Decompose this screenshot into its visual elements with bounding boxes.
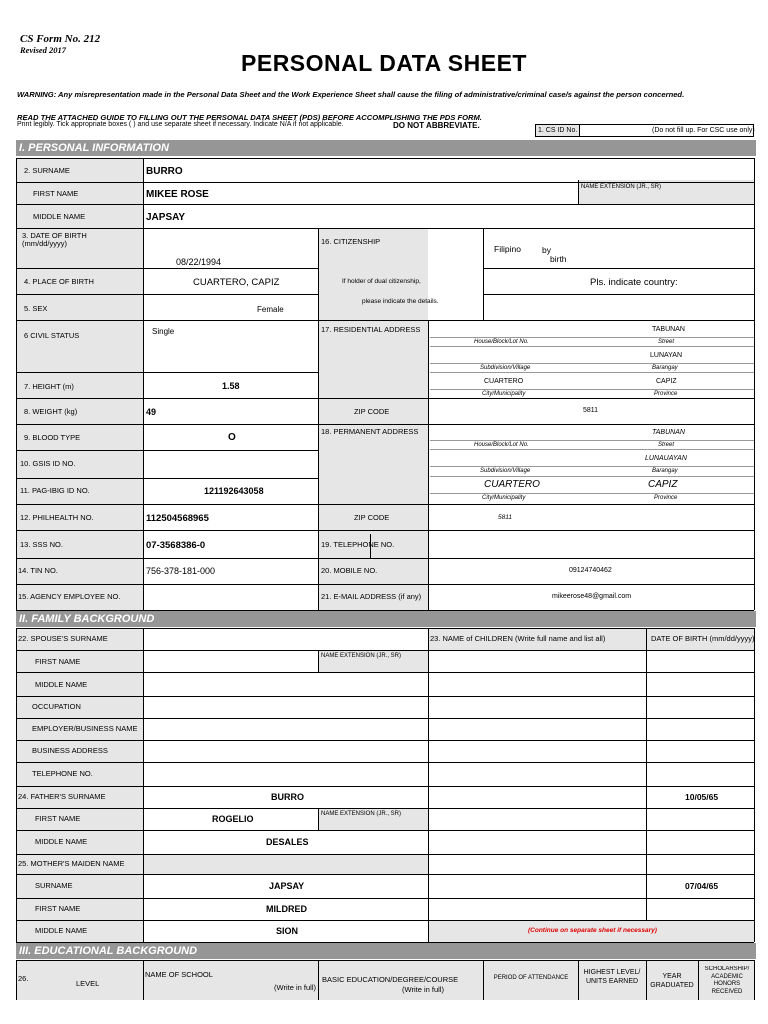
section-family-background: II. FAMILY BACKGROUND [16, 611, 756, 627]
father-middle-name-field[interactable]: DESALES [266, 837, 309, 847]
read-guide-text: READ THE ATTACHED GUIDE TO FILLING OUT THE PERSONAL DATA SHEET (PDS) BEFORE ACCOMPLISHING THE PDS FORM. [17, 113, 482, 122]
mobile-label: 20. MOBILE NO. [321, 566, 378, 575]
level-label: LEVEL [76, 979, 100, 988]
mother-maiden-name-label: 25. MOTHER'S MAIDEN NAME [18, 859, 125, 868]
warning-text: WARNING: Any misrepresentation made in the Personal Data Sheet and the Work Experience Sheet shall cause the filing of administrative/criminal case/s against the person concerned. [17, 90, 685, 99]
blood-type-label: 9. BLOOD TYPE [24, 433, 81, 442]
citizenship-birth: birth [550, 254, 567, 264]
do-not-abbreviate: DO NOT ABBREVIATE. [393, 121, 480, 130]
spouse-first-name-label: FIRST NAME [35, 657, 81, 666]
name-ext-label: NAME EXTENSION (JR., SR) [581, 184, 662, 190]
tin-label: 14. TIN NO. [18, 566, 58, 575]
res-province-caption: Province [654, 391, 678, 397]
print-legibly-text: Print legibly. Tick appropriate boxes ( ) and use separate sheet if necessary. Indicate N/A if not applicable. [17, 121, 344, 128]
sex-label: 5. SEX [24, 304, 48, 313]
perm-house-caption: House/Block/Lot No. [474, 442, 529, 448]
middle-name-label: MIDDLE NAME [33, 212, 86, 221]
permanent-address-label: 18. PERMANENT ADDRESS [321, 427, 419, 436]
spouse-middle-name-label: MIDDLE NAME [35, 680, 88, 689]
citizenship-field[interactable]: Filipino [494, 244, 521, 254]
blood-type-field[interactable]: O [228, 432, 236, 443]
place-of-birth-label: 4. PLACE OF BIRTH [24, 277, 94, 286]
citizenship-by: by [542, 245, 551, 255]
first-name-field[interactable]: MIKEE ROSE [146, 189, 209, 200]
philhealth-field[interactable]: 112504568965 [146, 513, 209, 524]
pagibig-field[interactable]: 121192643058 [204, 486, 264, 496]
perm-barangay-field[interactable]: LUNAUAYAN [645, 455, 687, 462]
height-label: 7. HEIGHT (m) [24, 382, 74, 391]
form-number: CS Form No. 212 [20, 33, 101, 45]
gsis-label: 10. GSIS ID NO. [20, 459, 76, 468]
father-surname-label: 24. FATHER'S SURNAME [18, 792, 106, 801]
spouse-name-ext-label: NAME EXTENSION (JR., SR) [321, 653, 402, 659]
school-name-label: NAME OF SCHOOL [145, 970, 213, 979]
res-city-field[interactable]: CUARTERO [484, 378, 524, 385]
perm-street-field[interactable]: TABUNAN [652, 429, 685, 436]
sss-label: 13. SSS NO. [20, 540, 63, 549]
scholarship-label: SCHOLARSHIP/ ACADEMIC HONORS RECEIVED [704, 966, 750, 995]
continue-note: (Continue on separate sheet if necessary) [528, 927, 657, 934]
perm-city-caption: City/Municipality [482, 495, 526, 501]
perm-city-field[interactable]: CUARTERO [484, 479, 540, 490]
course-label: BASIC EDUCATION/DEGREE/COURSE [322, 975, 459, 984]
civil-status-label: 6 CIVIL STATUS [24, 331, 80, 340]
res-street-caption: Street [658, 339, 675, 345]
perm-zip-field[interactable]: 5811 [498, 514, 512, 521]
res-province-field[interactable]: CAPIZ [656, 378, 677, 385]
mother-middle-name-label: MIDDLE NAME [35, 926, 88, 935]
res-barangay-caption: Barangay [652, 365, 678, 371]
mother-first-name-field[interactable]: MILDRED [266, 904, 307, 914]
perm-street-caption: Street [658, 442, 675, 448]
weight-label: 8. WEIGHT (kg) [24, 407, 78, 416]
spouse-surname-label: 22. SPOUSE'S SURNAME [18, 634, 108, 643]
perm-zip-label: ZIP CODE [354, 513, 390, 522]
res-zip-label: ZIP CODE [354, 407, 390, 416]
middle-name-field[interactable]: JAPSAY [146, 212, 186, 223]
section-educational-background: III. EDUCATIONAL BACKGROUND [16, 943, 756, 959]
country-select[interactable]: Pls. indicate country: [590, 277, 678, 288]
business-address-label: BUSINESS ADDRESS [32, 746, 108, 755]
weight-field[interactable]: 49 [146, 407, 157, 417]
child-dob-label: DATE OF BIRTH (mm/dd/yyyy) [651, 634, 755, 643]
dob-label: 3. DATE OF BIRTH (mm/dd/yyyy) [22, 231, 87, 249]
sss-field[interactable]: 07-3568386-0 [146, 540, 206, 551]
agency-employee-label: 15. AGENCY EMPLOYEE NO. [18, 592, 121, 601]
father-name-ext-label: NAME EXTENSION (JR., SR) [321, 811, 402, 817]
email-label: 21. E-MAIL ADDRESS (if any) [321, 592, 422, 601]
perm-barangay-caption: Barangay [652, 468, 678, 474]
school-write-in-full: (Write in full) [274, 983, 316, 992]
height-field[interactable]: 1.58 [222, 381, 240, 391]
perm-province-caption: Province [654, 495, 678, 501]
philhealth-label: 12. PHILHEALTH NO. [20, 513, 94, 522]
civil-status-field[interactable]: Single [152, 327, 175, 336]
tin-field[interactable]: 756-378-181-000 [146, 566, 216, 576]
perm-province-field[interactable]: CAPIZ [648, 479, 678, 490]
father-middle-name-label: MIDDLE NAME [35, 837, 88, 846]
section-personal-information: I. PERSONAL INFORMATION [16, 140, 756, 156]
pagibig-label: 11. PAG-IBIG ID NO. [20, 486, 90, 495]
father-first-name-field[interactable]: ROGELIO [212, 814, 254, 824]
employer-label: EMPLOYER/BUSINESS NAME [32, 724, 138, 733]
education-number-label: 26. [18, 974, 29, 983]
highest-level-label: HIGHEST LEVEL/ UNITS EARNED [583, 969, 641, 986]
dob-field[interactable]: 08/22/1994 [176, 257, 222, 267]
sex-field[interactable]: Female [257, 305, 284, 314]
personal-mid-label-column [318, 228, 428, 610]
res-barangay-field[interactable]: LUNAYAN [650, 352, 683, 359]
mobile-field[interactable]: 09124740462 [569, 567, 612, 574]
year-graduated-label: YEAR GRADUATED [650, 973, 694, 990]
mother-maiden-row [143, 854, 428, 874]
children-label: 23. NAME of CHILDREN (Write full name and list all) [430, 634, 606, 643]
page-title: PERSONAL DATA SHEET [241, 50, 527, 76]
mother-middle-name-field[interactable]: SION [276, 926, 299, 936]
course-write-in-full: (Write in full) [402, 985, 444, 994]
surname-field[interactable]: BURRO [146, 166, 183, 177]
res-zip-field[interactable]: 5811 [583, 407, 599, 414]
surname-label: 2. SURNAME [24, 166, 70, 175]
first-name-label: FIRST NAME [33, 189, 79, 198]
period-of-attendance-label: PERIOD OF ATTENDANCE [493, 975, 569, 981]
mother-dob-field[interactable]: 07/04/65 [685, 881, 719, 891]
dual-citizen-note-2: please indicate the details. [362, 298, 439, 305]
res-street-field[interactable]: TABUNAN [652, 326, 685, 333]
father-first-name-label: FIRST NAME [35, 814, 81, 823]
res-city-caption: City/Municipality [482, 391, 526, 397]
mother-surname-field[interactable]: JAPSAY [269, 881, 305, 891]
occupation-label: OCCUPATION [32, 702, 81, 711]
cs-id-label: 1. CS ID No. [538, 127, 578, 134]
email-field[interactable]: mikeerose48@gmail.com [552, 593, 632, 600]
form-revision: Revised 2017 [20, 45, 67, 55]
place-of-birth-field[interactable]: CUARTERO, CAPIZ [193, 277, 280, 288]
residential-address-label: 17. RESIDENTIAL ADDRESS [321, 325, 421, 334]
mother-surname-label: SURNAME [35, 881, 73, 890]
father-dob-field[interactable]: 10/05/65 [685, 792, 719, 802]
cs-id-note: (Do not fill up. For CSC use only) [652, 127, 755, 134]
res-house-caption: House/Block/Lot No. [474, 339, 529, 345]
mother-first-name-label: FIRST NAME [35, 904, 81, 913]
father-surname-field[interactable]: BURRO [271, 792, 304, 802]
res-subdivision-caption: Subdivision/Village [480, 365, 531, 371]
dual-citizen-note-1: If holder of dual citizenship, [342, 278, 421, 285]
family-label-column [16, 628, 143, 942]
citizenship-label: 16. CITIZENSHIP [321, 237, 381, 246]
perm-subdivision-caption: Subdivision/Village [480, 468, 531, 474]
spouse-telephone-label: TELEPHONE NO. [32, 769, 93, 778]
telephone-label: 19. TELEPHONE NO. [321, 540, 395, 549]
